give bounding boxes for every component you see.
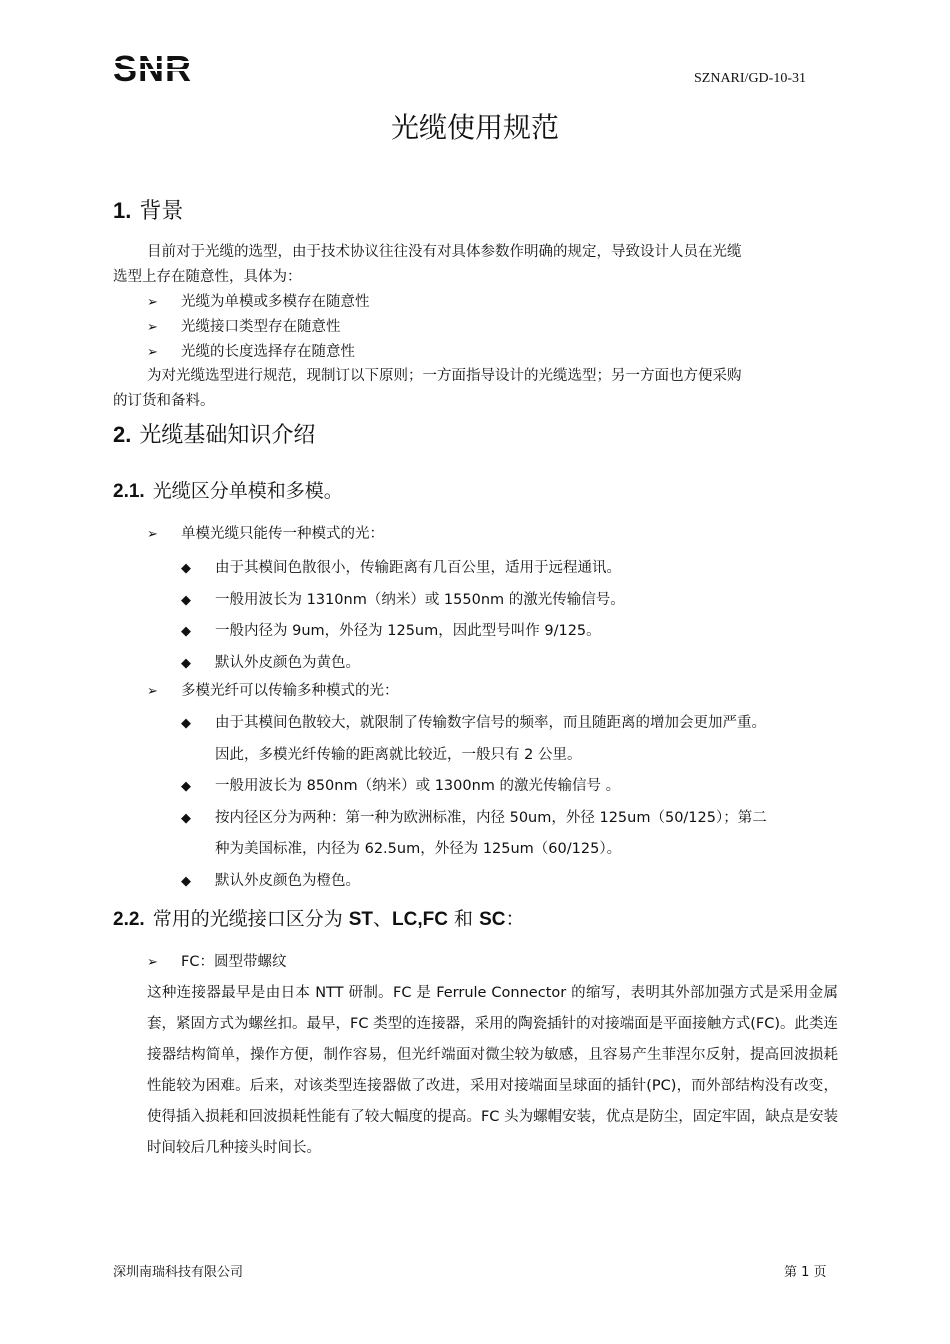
section-2-1-heading (113, 476, 343, 503)
section-2-2-heading: 2.2. 常用的光缆接口区分为 ST、LC,FC 和 SC： (113, 908, 525, 930)
page-title: 光缆使用规范 (390, 111, 559, 144)
footer-company: 深圳南瑞科技有限公司 (113, 1265, 244, 1280)
diamond-bullet-icon: ◆ (181, 624, 191, 639)
single-mode-label: ➢ 单模光缆只能传一种模式的光： (147, 526, 384, 542)
section-title: 光缆区分单模和多模。 (152, 480, 343, 502)
arrow-bullet-icon: ➢ (147, 295, 158, 310)
multi-mode-list (181, 708, 767, 897)
logo-text: SNR (113, 50, 193, 86)
section-number: 2.1. (113, 481, 145, 502)
page-number: 第 1 页 (784, 1265, 827, 1280)
arrow-bullet-icon: ➢ (147, 684, 158, 699)
section-1-bullets (147, 290, 370, 365)
list-item: ➢ 光缆为单模或多模存在随意性 (147, 290, 370, 315)
fc-paragraph: 这种连接器最早是由日本 NTT 研制。FC 是 Ferrule Connector 的缩写，表明其外部加强方式是采用金属套，紧固方式为螺丝扣。最早，FC 类型的连接器，采用的陶瓷插针的对接端面是平面接触方式(FC)。此类连接器结构简单，操作方便，制作容易，但光纤端面对微尘较为敏感，且容易产生菲涅尔反射，提高回波损耗性能较为困难。后来，对该类型连接器做了改进，采用对接端面呈球面的插针(PC)，而外部结构没有改变，使得插入损耗和回波损耗性能有了较大幅度的提高。FC 头为螺帽安装，优点是防尘，固定牢固，缺点是安装时间较后几种接头时间长。 (147, 985, 838, 1156)
section-title: 背景 (139, 199, 184, 224)
arrow-bullet-icon: ➢ (147, 527, 158, 542)
section-1-heading (113, 194, 183, 225)
intro-line: 目前对于光缆的选型，由于技术协议往往没有对具体参数作明确的规定，导致设计人员在光缆 (147, 244, 742, 260)
single-mode-list (181, 553, 625, 679)
outro-line: 的订货和备料。 (113, 393, 215, 409)
list-item: ◆ 由于其模间色散较大，就限制了传输数字信号的频率，而且随距离的增加会更加严重。 (181, 708, 767, 740)
fc-label: ➢ FC：圆型带螺纹 (147, 954, 287, 970)
diamond-bullet-icon: ◆ (181, 716, 191, 731)
list-item: ◆ 一般用波长为 1310nm（纳米）或 1550nm 的激光传输信号。 (181, 585, 625, 617)
diamond-bullet-icon: ◆ (181, 810, 191, 826)
arrow-bullet-icon: ➢ (147, 320, 158, 335)
arrow-bullet-icon: ➢ (147, 955, 158, 970)
outro-line: 为对光缆选型进行规范，现制订以下原则；一方面指导设计的光缆选型；另一方面也方便采购 (147, 368, 742, 384)
diamond-bullet-icon: ◆ (181, 873, 191, 889)
arrow-bullet-icon: ➢ (147, 345, 158, 360)
multi-mode-label: ➢ 多模光纤可以传输多种模式的光： (147, 683, 399, 699)
list-item: ➢ 光缆接口类型存在随意性 (147, 315, 370, 340)
section-1-outro (113, 364, 838, 414)
section-title: 光缆基础知识介绍 (139, 423, 316, 448)
list-item: ◆ 一般内径为 9um，外径为 125um，因此型号叫作 9/125。 (181, 616, 625, 648)
section-number: 1. (113, 198, 132, 223)
list-item-continuation: 种为美国标准，内径为 62.5um，外径为 125um（60/125）。 (215, 841, 622, 857)
section-2-heading (113, 418, 315, 449)
company-logo (113, 50, 201, 86)
section-1-intro (113, 240, 838, 290)
section-number: 2. (113, 422, 132, 447)
list-item: ◆ 默认外皮颜色为黄色。 (181, 648, 625, 680)
list-item: ◆ 由于其模间色散很小，传输距离有几百公里，适用于远程通讯。 (181, 553, 625, 585)
diamond-bullet-icon: ◆ (181, 655, 191, 671)
diamond-bullet-icon: ◆ (181, 779, 191, 794)
diamond-bullet-icon: ◆ (181, 592, 191, 608)
list-item: ◆ 一般用波长为 850nm（纳米）或 1300nm 的激光传输信号 。 (181, 771, 767, 803)
list-item: ◆ 按内径区分为两种：第一种为欧洲标准，内径 50um，外径 125um（50/125）；第二 (181, 803, 767, 835)
section-number: 2.2. (113, 909, 145, 930)
list-item: ◆ 默认外皮颜色为橙色。 (181, 866, 767, 898)
diamond-bullet-icon: ◆ (181, 561, 191, 576)
list-item: ➢ 光缆的长度选择存在随意性 (147, 340, 370, 365)
list-item-continuation: 因此，多模光纤传输的距离就比较近，一般只有 2 公里。 (215, 746, 582, 763)
intro-line: 选型上存在随意性，具体为： (113, 269, 302, 285)
document-number: SZNARI/GD-10-31 (694, 71, 806, 86)
